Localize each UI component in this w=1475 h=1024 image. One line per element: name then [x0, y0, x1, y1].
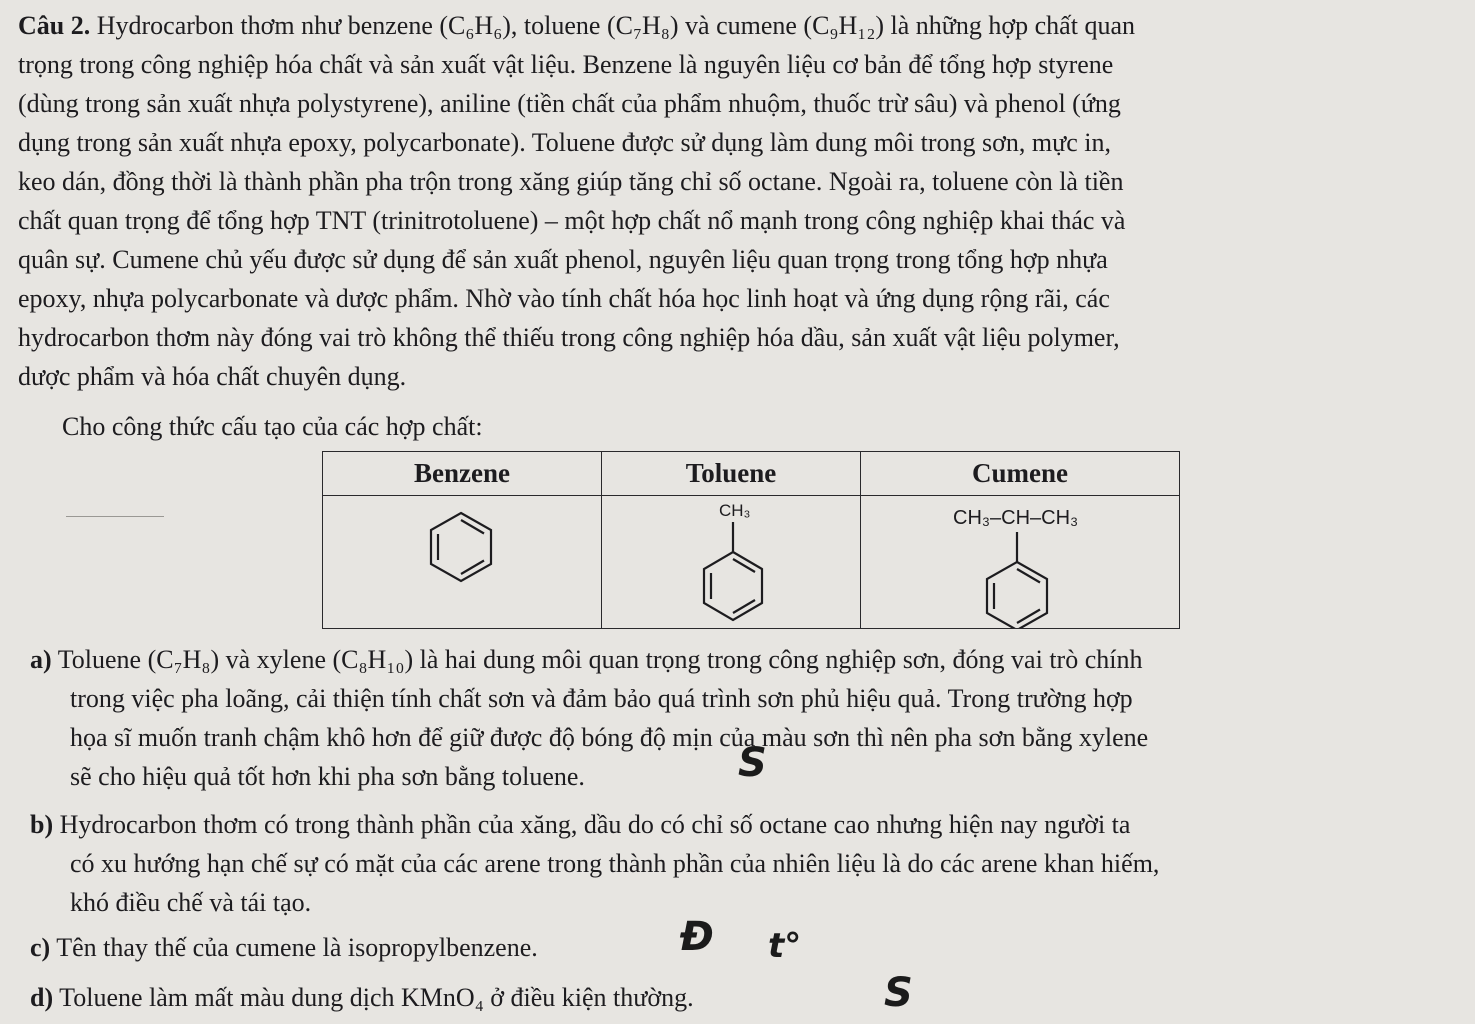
statement-d — [30, 978, 1440, 1017]
intro-line-0: Câu 2. Hydrocarbon thơm như benzene (C₆H₆), toluene (C₇H₈) và cumene (C₉H₁₂) là những hợp chất quan — [18, 11, 1135, 40]
statement-b-line-0: Hydrocarbon thơm có trong thành phần của xăng, dầu do có chỉ số octane cao nhưng hiện nay người ta — [59, 810, 1131, 839]
statement-d-handwritten-mark: S — [884, 970, 913, 1016]
statement-b-line-2: khó điều chế và tái tạo. — [70, 888, 312, 917]
intro-line-2: (dùng trong sản xuất nhựa polystyrene), aniline (tiền chất của phẩm nhuộm, thuốc trừ sâu) và phenol (ứng — [18, 89, 1121, 118]
intro-line-3: dụng trong sản xuất nhựa epoxy, polycarbonate). Toluene được sử dụng làm dung môi trong sơn, mực in, — [18, 128, 1111, 157]
statement-c — [30, 928, 1440, 967]
statement-b-line-1: có xu hướng hạn chế sự có mặt của các arene trong thành phần của nhiên liệu là do các arene khan hiếm, — [70, 849, 1160, 878]
statement-a-line-3: sẽ cho hiệu quả tốt hơn khi pha sơn bằng toluene. — [70, 762, 585, 791]
statement-c-handwritten-mark: Đ — [680, 914, 714, 960]
question-intro — [18, 6, 1458, 396]
benzene-cell — [323, 496, 602, 629]
intro-line-7: epoxy, nhựa polycarbonate và dược phẩm. Nhờ vào tính chất hóa học linh hoạt và ứng dụng rộng rãi, các — [18, 284, 1110, 313]
benzene-structure — [323, 496, 599, 628]
statement-a-line-0: Toluene (C₇H₈) và xylene (C₈H₁₀) là hai dung môi quan trọng trong công nghiệp sơn, đóng vai trò chính — [57, 645, 1143, 674]
statement-c-label: c) — [30, 933, 51, 962]
cumene-structure — [861, 496, 1177, 628]
statement-d-label: d) — [30, 983, 54, 1012]
structure-table — [322, 451, 1180, 629]
statement-a-label: a) — [30, 645, 52, 674]
cumene-isopropyl-label: CH₃–CH–CH₃ — [953, 507, 1079, 529]
statement-b — [30, 805, 1440, 922]
table-lead-text: Cho công thức cấu tạo của các hợp chất: — [62, 412, 483, 441]
handwritten-temperature-note: t° — [768, 926, 802, 966]
toluene-cell — [602, 496, 861, 629]
statement-a-line-2: họa sĩ muốn tranh chậm khô hơn để giữ được độ bóng độ mịn của màu sơn thì nên pha sơn bằng xylene — [70, 723, 1149, 752]
statement-a — [30, 640, 1440, 796]
header-cumene: Cumene — [861, 452, 1180, 496]
toluene-structure — [602, 496, 858, 628]
statement-d-line-0: Toluene làm mất màu dung dịch KMnO₄ ở điều kiện thường. — [59, 983, 694, 1012]
intro-line-8: hydrocarbon thơm này đóng vai trò không thể thiếu trong công nghiệp hóa dầu, sản xuất vật liệu polymer, — [18, 323, 1120, 352]
intro-line-9: dược phẩm và hóa chất chuyên dụng. — [18, 362, 407, 391]
intro-line-5: chất quan trọng để tổng hợp TNT (trinitrotoluene) – một hợp chất nổ mạnh trong công nghiệp khai thác và — [18, 206, 1126, 235]
intro-line-1: trọng trong công nghiệp hóa chất và sản xuất vật liệu. Benzene là nguyên liệu cơ bản để tổng hợp styrene — [18, 50, 1114, 79]
statement-c-line-0: Tên thay thế của cumene là isopropylbenzene. — [56, 933, 538, 962]
question-number: Câu 2. — [18, 11, 91, 40]
margin-mark — [66, 516, 164, 517]
intro-line-4: keo dán, đồng thời là thành phần pha trộn trong xăng giúp tăng chỉ số octane. Ngoài ra, toluene còn là tiền — [18, 167, 1124, 196]
toluene-methyl-label: CH₃ — [719, 501, 751, 520]
header-toluene: Toluene — [602, 452, 861, 496]
table-header-row — [323, 452, 1180, 496]
header-benzene: Benzene — [323, 452, 602, 496]
statement-a-handwritten-mark: S — [738, 740, 767, 786]
intro-line-6: quân sự. Cumene chủ yếu được sử dụng để sản xuất phenol, nguyên liệu quan trọng trong tổng hợp nhựa — [18, 245, 1108, 274]
statement-b-label: b) — [30, 810, 54, 839]
statement-a-line-1: trong việc pha loãng, cải thiện tính chất sơn và đảm bảo quá trình sơn phủ hiệu quả. Trong trường hợp — [70, 684, 1133, 713]
table-structure-row — [323, 496, 1180, 629]
cumene-cell — [861, 496, 1180, 629]
